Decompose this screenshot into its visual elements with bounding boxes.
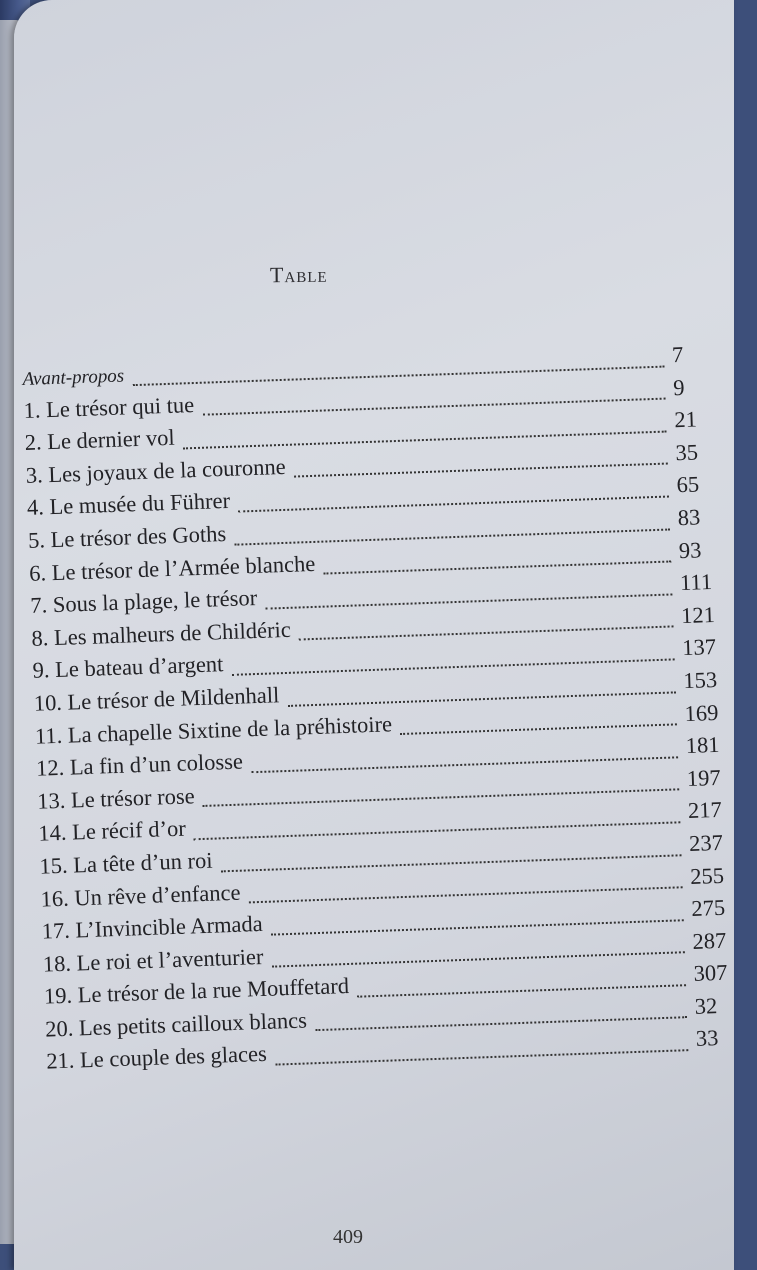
toc-entry-page: 197 (686, 764, 721, 791)
toc-entry-page: 307 (693, 960, 728, 987)
toc-entry-page: 275 (690, 894, 726, 922)
toc-entry-page: 153 (682, 666, 718, 694)
toc-entry-page: 181 (685, 732, 720, 759)
page-number: 409 (333, 1226, 363, 1248)
toc-entry-label: Avant-propos (22, 365, 125, 390)
toc-entry-page: 21 (673, 406, 698, 433)
toc-entry-label: 6. Le trésor de l’Armée blanche (28, 550, 316, 586)
dot-leader (400, 722, 677, 735)
toc-entry-label: 7. Sous la plage, le trésor (29, 585, 258, 619)
toc-entry-page: 287 (692, 927, 727, 954)
toc-entry-label: 16. Un rêve d’enfance (40, 879, 241, 912)
toc-entry-page: 7 (671, 341, 684, 368)
toc-entry-page: 237 (688, 829, 724, 856)
page-title: Table (269, 261, 328, 288)
toc-entry-label: 14. Le récif d’or (37, 815, 187, 847)
toc-entry-label: 17. L’Invincible Armada (41, 911, 264, 944)
toc-entry-page: 83 (677, 504, 701, 531)
toc-entry-label: 19. Le trésor de la rue Mouffetard (43, 973, 350, 1009)
toc-entry-label: 13. Le trésor rose (36, 782, 196, 814)
toc-entry-page: 93 (678, 536, 702, 563)
toc-entry-label: 18. Le roi et l’aventurier (42, 943, 264, 977)
toc-entry-page: 9 (672, 374, 685, 400)
toc-entry-page: 137 (681, 634, 717, 661)
toc-entry-label: 12. La fin d’un colosse (35, 748, 244, 781)
toc-entry-label: 20. Les petits cailloux blancs (44, 1007, 308, 1042)
toc-entry-label: 2. Le dernier vol (24, 424, 176, 456)
toc-entry-page: 121 (680, 601, 716, 628)
toc-entry-label: 10. Le trésor de Mildenhall (33, 682, 280, 716)
toc-entry-page: 217 (687, 797, 723, 824)
toc-entry-label: 5. Le trésor des Goths (27, 520, 227, 553)
toc-entry-label: 8. Les malheurs de Childéric (31, 616, 292, 651)
toc-entry-label: 3. Les joyaux de la couronne (25, 453, 287, 488)
toc-entry-label: 11. La chapelle Sixtine de la préhistoire (34, 710, 393, 749)
toc-entry-page: 255 (689, 862, 725, 889)
table-of-contents (22, 340, 757, 1081)
toc-entry-page: 33 (695, 1025, 719, 1052)
toc-entry-page: 169 (684, 699, 719, 726)
toc-entry-page: 35 (675, 439, 699, 466)
toc-entry-label: 21. Le couple des glaces (45, 1041, 268, 1075)
toc-entry-label: 15. La tête d’un roi (39, 847, 213, 879)
toc-entry-page: 111 (679, 569, 713, 596)
toc-entry-page: 65 (676, 471, 700, 498)
toc-entry-page: 32 (694, 993, 718, 1019)
toc-entry-label: 1. Le trésor qui tue (23, 391, 195, 423)
toc-entry-label: 4. Le musée du Führer (26, 488, 231, 521)
toc-entry-label: 9. Le bateau d’argent (32, 651, 224, 684)
